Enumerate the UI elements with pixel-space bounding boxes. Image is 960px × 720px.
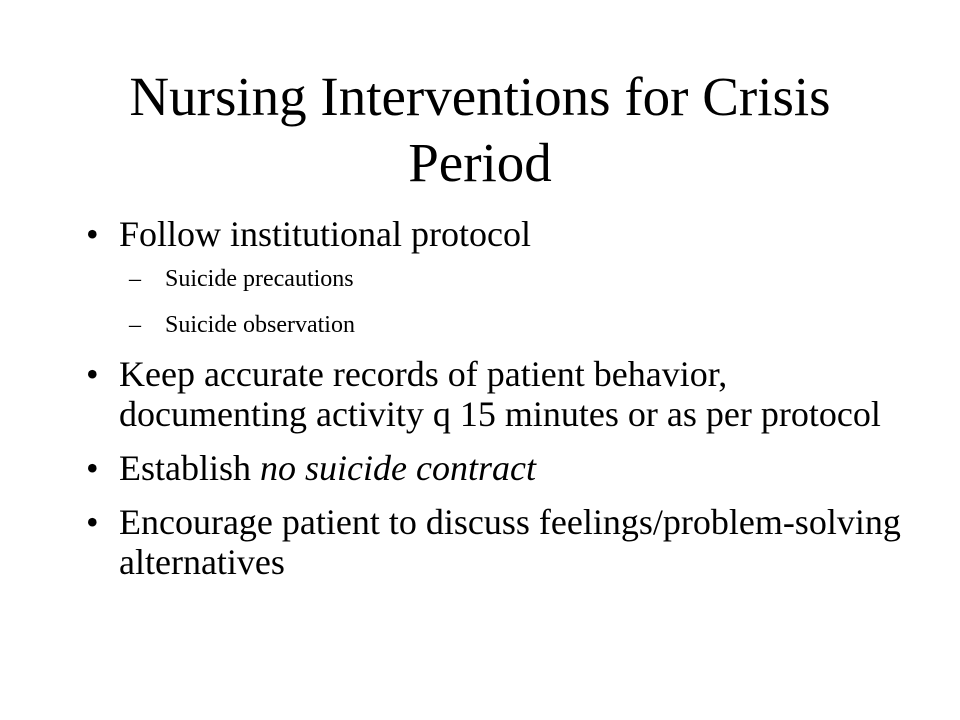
slide-title: [48, 64, 912, 196]
sub-bullet-list: [119, 264, 906, 340]
bullet-dot: •: [86, 214, 99, 254]
sub-bullet-dash: –: [129, 266, 141, 292]
bullet-text: Keep accurate records of patient behavior, documenting activity q 15 minutes or as per protocol: [119, 354, 881, 434]
sub-bullet-item: [129, 264, 906, 294]
bullet-text: Encourage patient to discuss feelings/problem-solving alternatives: [119, 502, 901, 582]
bullet-item: [86, 214, 906, 340]
bullet-list: [86, 214, 906, 582]
bullet-dot: •: [86, 502, 99, 542]
bullet-item: [86, 354, 906, 434]
bullet-text-italic: no suicide contract: [260, 448, 536, 488]
bullet-dot: •: [86, 354, 99, 394]
bullet-dot: •: [86, 448, 99, 488]
sub-bullet-text: Suicide precautions: [165, 266, 354, 292]
title-line-2: Period: [408, 132, 552, 193]
sub-bullet-item: [129, 310, 906, 340]
bullet-text: Establish: [119, 448, 260, 488]
sub-bullet-text: Suicide observation: [165, 312, 355, 338]
title-line-1: Nursing Interventions for Crisis: [129, 66, 831, 127]
sub-bullet-dash: –: [129, 312, 141, 338]
bullet-item: [86, 448, 906, 488]
bullet-item: [86, 502, 906, 582]
bullet-text: Follow institutional protocol: [119, 214, 531, 254]
